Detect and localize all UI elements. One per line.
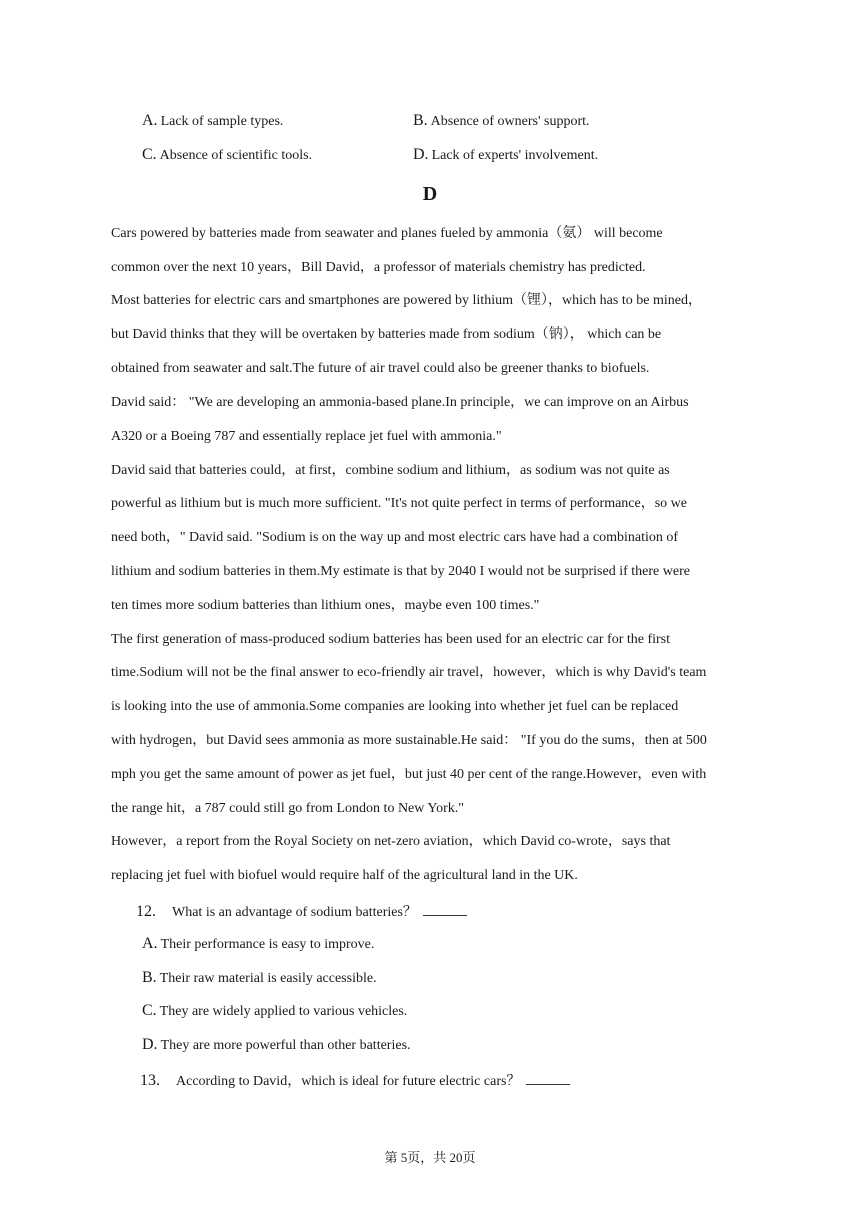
question-text: What is an advantage of sodium batteries？ — [172, 905, 417, 920]
option-d — [413, 146, 598, 165]
passage-line: lithium and sodium batteries in them.My estimate is that by 2040 I would not be surprised if there were — [111, 564, 690, 579]
section-heading: D — [422, 183, 438, 205]
passage-line: Most batteries for electric cars and smartphones are powered by lithium（锂），which has to be mined， — [111, 293, 702, 308]
option-letter: C. — [142, 146, 157, 163]
passage-line: David said： "We are developing an ammonia-based plane.In principle，we can improve on an Airbus — [111, 395, 689, 410]
option-letter: B. — [413, 112, 428, 129]
option-letter: C. — [142, 1002, 157, 1019]
option-b — [413, 112, 590, 131]
question-number: 13. — [140, 1072, 160, 1089]
option-text: They are more powerful than other batteries. — [160, 1038, 411, 1053]
passage-line: powerful as lithium but is much more sufficient. "It's not quite perfect in terms of performance，so we — [111, 496, 687, 511]
passage-line: replacing jet fuel with biofuel would require half of the agricultural land in the UK. — [111, 868, 578, 883]
passage-line: Cars powered by batteries made from seawater and planes fueled by ammonia（氨） will become — [111, 226, 663, 241]
q12-option-b — [142, 969, 377, 988]
option-letter: D. — [413, 146, 429, 163]
option-text: Lack of sample types. — [160, 114, 284, 129]
option-c — [142, 146, 312, 165]
passage-line: However，a report from the Royal Society on net-zero aviation，which David co-wrote，says that — [111, 834, 671, 849]
question-number: 12. — [136, 903, 156, 920]
passage-line: time.Sodium will not be the final answer to eco-friendly air travel，however，which is why David's team — [111, 665, 707, 680]
passage-line: common over the next 10 years，Bill David，a professor of materials chemistry has predicted. — [111, 260, 646, 275]
passage-line: The first generation of mass-produced sodium batteries has been used for an electric car for the first — [111, 632, 671, 647]
question-12 — [136, 901, 467, 922]
option-letter: A. — [142, 935, 158, 952]
passage-line: need both，" David said. "Sodium is on the way up and most electric cars have had a combination of — [111, 530, 679, 545]
question-text: According to David，which is ideal for future electric cars？ — [176, 1074, 521, 1089]
q12-option-d — [142, 1036, 411, 1055]
option-letter: D. — [142, 1036, 158, 1053]
answer-blank[interactable] — [526, 1070, 570, 1085]
page-footer: 第 5页，共 20页 — [384, 1150, 476, 1165]
option-text: Lack of experts' involvement. — [431, 148, 599, 163]
option-text: Absence of scientific tools. — [159, 148, 313, 163]
option-text: Absence of owners' support. — [430, 114, 590, 129]
passage-line: mph you get the same amount of power as jet fuel，but just 40 per cent of the range.However，even with — [111, 767, 707, 782]
q12-option-c — [142, 1002, 407, 1021]
q12-option-a — [142, 935, 374, 954]
answer-blank[interactable] — [423, 901, 467, 916]
passage-line: is looking into the use of ammonia.Some companies are looking into whether jet fuel can be replaced — [111, 699, 679, 714]
passage-line: the range hit，a 787 could still go from London to New York." — [111, 801, 464, 816]
option-text: They are widely applied to various vehicles. — [159, 1004, 408, 1019]
passage-line: obtained from seawater and salt.The future of air travel could also be greener thanks to biofuels. — [111, 361, 650, 376]
passage-line: A320 or a Boeing 787 and essentially replace jet fuel with ammonia." — [111, 429, 502, 444]
option-text: Their raw material is easily accessible. — [159, 971, 377, 986]
question-13 — [140, 1070, 570, 1091]
passage-line: David said that batteries could，at first，combine sodium and lithium，as sodium was not quite as — [111, 463, 670, 478]
option-text: Their performance is easy to improve. — [160, 937, 375, 952]
passage-line: but David thinks that they will be overtaken by batteries made from sodium（钠）， which can be — [111, 327, 662, 342]
passage-line: with hydrogen，but David sees ammonia as more sustainable.He said： "If you do the sums，then at 500 — [111, 733, 707, 748]
option-letter: A. — [142, 112, 158, 129]
option-letter: B. — [142, 969, 157, 986]
option-a — [142, 112, 283, 131]
passage-line: ten times more sodium batteries than lithium ones，maybe even 100 times." — [111, 598, 540, 613]
